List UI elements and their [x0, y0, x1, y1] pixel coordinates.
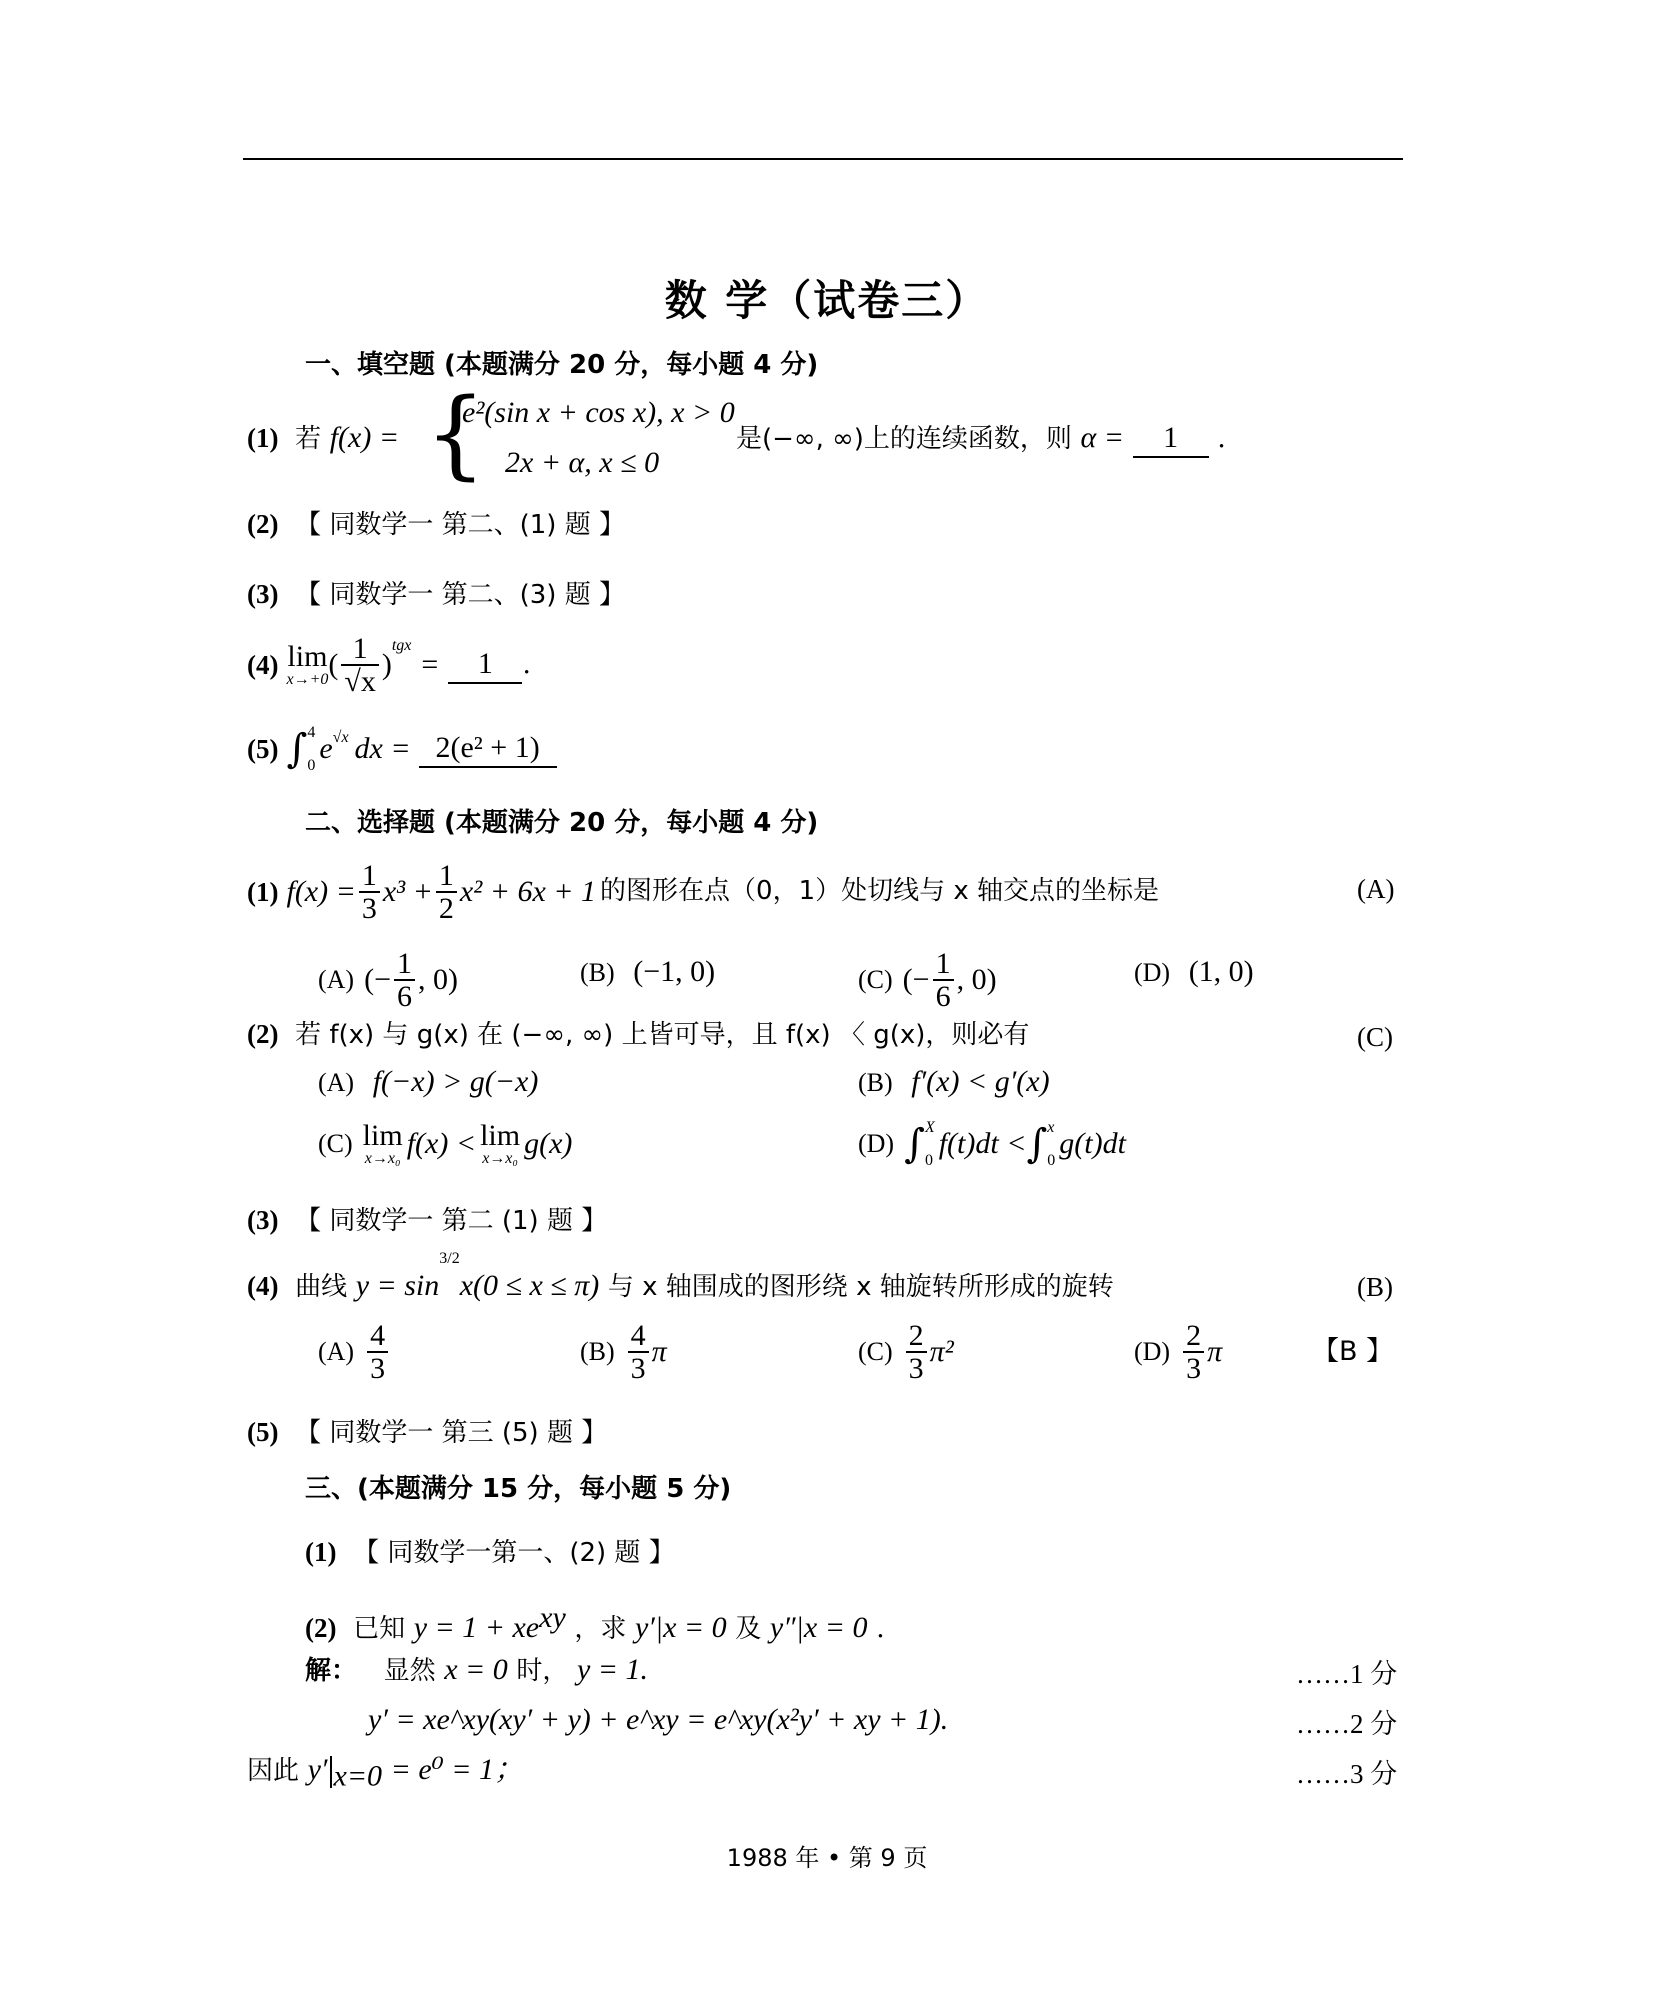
s3-question-1 — [305, 1536, 675, 1569]
q-text: 【 同数学一第一、(2) 题 】 — [353, 1538, 675, 1568]
limit-expr: lim x→+0 — [286, 640, 329, 688]
q-text: 【 同数学一 第二 (1) 题 】 — [295, 1206, 608, 1236]
fraction: $\frac{1}{6}$ — [933, 948, 954, 1013]
piecewise-case-2: 2x + α, x ≤ 0 — [505, 446, 660, 479]
s2-q1-option-d: (D) (1, 0) — [1134, 955, 1254, 988]
s2-question-1: (1) f(x) = $\frac{1}{3}$ x³ + $\frac{1}{2}$ x² + 6x + 1 的图形在点（0，1）处切线与 x 轴交点的坐标是 — [247, 858, 1160, 925]
q-text: 【 同数学一 第二、(1) 题 】 — [295, 510, 625, 540]
score-2: ……2 分 — [1296, 1709, 1398, 1739]
s2-q4-option-a: (A) $\frac{4}{3}$ — [318, 1306, 391, 1398]
fraction: $\frac{1}{√x}$ — [341, 633, 378, 698]
integral-limits: 4 0 — [307, 724, 316, 774]
q-text: 【 同数学一 第三 (5) 题 】 — [295, 1418, 608, 1448]
s2-q1-answer: (A) — [1357, 874, 1395, 904]
page-footer: 1988 年 • 第 9 页 — [726, 1844, 928, 1872]
s2-q2-option-a: (A) f(−x) > g(−x) — [318, 1065, 539, 1098]
q-number: (3) — [247, 579, 279, 609]
q-number: (4) — [247, 649, 279, 680]
answer-blank: 1 — [1133, 420, 1209, 458]
s2-q4-bracket-answer: 【B 】 — [1312, 1336, 1394, 1367]
s2-question-4: (4) 曲线 $y = \sin^{3/2}x(0 \le x \le \pi)$ 与 x 轴围成的图形绕 x 轴旋转所形成的旋转 — [247, 1250, 1114, 1302]
q-number: (5) — [247, 1417, 279, 1447]
s2-q2-option-b: (B) f′(x) < g′(x) — [858, 1065, 1050, 1098]
q-text: 若 — [295, 424, 322, 454]
integral-sign: ∫ — [286, 726, 308, 772]
s2-q4-option-b: (B) $\frac{4}{3}$ π — [580, 1318, 667, 1385]
q-number: (2) — [305, 1613, 337, 1643]
answer-blank: 2(e² + 1) — [419, 730, 557, 768]
s2-question-2 — [247, 1018, 1029, 1051]
alpha-expr: α = — [1080, 421, 1125, 454]
piecewise-brace: { — [425, 378, 487, 490]
section2-heading: 二、选择题 (本题满分 20 分，每小题 4 分) — [305, 808, 819, 838]
s2-q1-option-c: (C) (− $\frac{1}{6}$ , 0) — [858, 946, 997, 1013]
s1-q1-continuation: 是(−∞, ∞)上的连续函数，则 α = 1 . — [736, 420, 1226, 458]
function-expr: f(x) = — [329, 421, 400, 454]
s1-question-4: (4) lim x→+0 ( $\frac{1}{√x}$ ) $^{tgx}$ = 1 . — [247, 631, 531, 698]
section3-heading: 三、(本题满分 15 分，每小题 5 分) — [305, 1474, 732, 1504]
q-number: (2) — [247, 509, 279, 539]
q-number: (1) — [247, 423, 279, 453]
q-text: 是(−∞, ∞)上的连续函数，则 — [736, 424, 1072, 454]
q-number: (2) — [247, 1019, 279, 1049]
fraction: $\frac{1}{3}$ — [359, 860, 380, 925]
q-text: 【 同数学一 第二、(3) 题 】 — [295, 580, 625, 610]
evaluation-bar — [330, 1756, 332, 1788]
s3-solution-line-3: 因此 y′ $_{x=0}$ = e⁰ = 1； — [247, 1753, 524, 1793]
q-text: 若 f(x) 与 g(x) 在 (−∞, ∞) 上皆可导，且 f(x) 〈 g(x)，则必有 — [295, 1020, 1030, 1050]
q-number: (5) — [247, 733, 279, 764]
page-title: 数 学（试卷三） — [664, 276, 990, 325]
piecewise-case-1: e²(sin x + cos x), x > 0 — [462, 396, 735, 429]
s2-q2-answer: (C) — [1357, 1022, 1393, 1052]
q-number: (3) — [247, 1205, 279, 1235]
s2-q2-option-c: (C) lim x→x₀ f(x) < lim x→x₀ g(x) — [318, 1119, 573, 1167]
q-number: (4) — [247, 1271, 279, 1301]
s1-question-2 — [247, 508, 625, 541]
s2-q4-option-c: (C) $\frac{2}{3}$ π² — [858, 1318, 954, 1385]
s2-question-5 — [247, 1416, 607, 1449]
s1-question-3 — [247, 578, 625, 611]
s3-solution-line-2: y′ = xe^xy(xy′ + y) + e^xy = e^xy(x²y′ + xy + 1). — [368, 1703, 949, 1736]
s1-question-5: (5) ∫ 4 0 e $^{√x}$ dx = 2(e² + 1) — [247, 718, 557, 780]
s2-question-3 — [247, 1204, 607, 1237]
s2-q1-option-a: (A) (− $\frac{1}{6}$ , 0) — [318, 946, 459, 1013]
s3-question-2: (2) 已知 $y = 1 + xe^{xy}$ ，求 y′|x = 0 及 y″|x = 0 . — [305, 1601, 885, 1644]
section1-heading: 一、填空题 (本题满分 20 分，每小题 4 分) — [305, 350, 819, 380]
s2-q4-answer: (B) — [1357, 1272, 1393, 1302]
answer-blank: 1 — [448, 646, 522, 684]
score-1: ……1 分 — [1296, 1659, 1398, 1689]
s1-question-1 — [247, 420, 399, 456]
fraction: $\frac{1}{6}$ — [394, 948, 415, 1013]
top-rule — [243, 158, 1403, 160]
solution-label: 解： — [305, 1656, 358, 1686]
s2-q4-option-d: (D) $\frac{2}{3}$ π — [1134, 1318, 1223, 1385]
s2-q1-option-b: (B) (−1, 0) — [580, 955, 716, 988]
fraction: $\frac{1}{2}$ — [436, 860, 457, 925]
score-3: ……3 分 — [1296, 1759, 1398, 1789]
q-number: (1) — [247, 876, 279, 907]
s3-solution-line-1: 解： 显然 x = 0 时， y = 1. — [305, 1653, 649, 1686]
s2-q2-option-d: (D) ∫ X 0 f(t)dt < ∫ x 0 g(t)dt — [858, 1119, 1126, 1169]
q-number: (1) — [305, 1537, 337, 1567]
